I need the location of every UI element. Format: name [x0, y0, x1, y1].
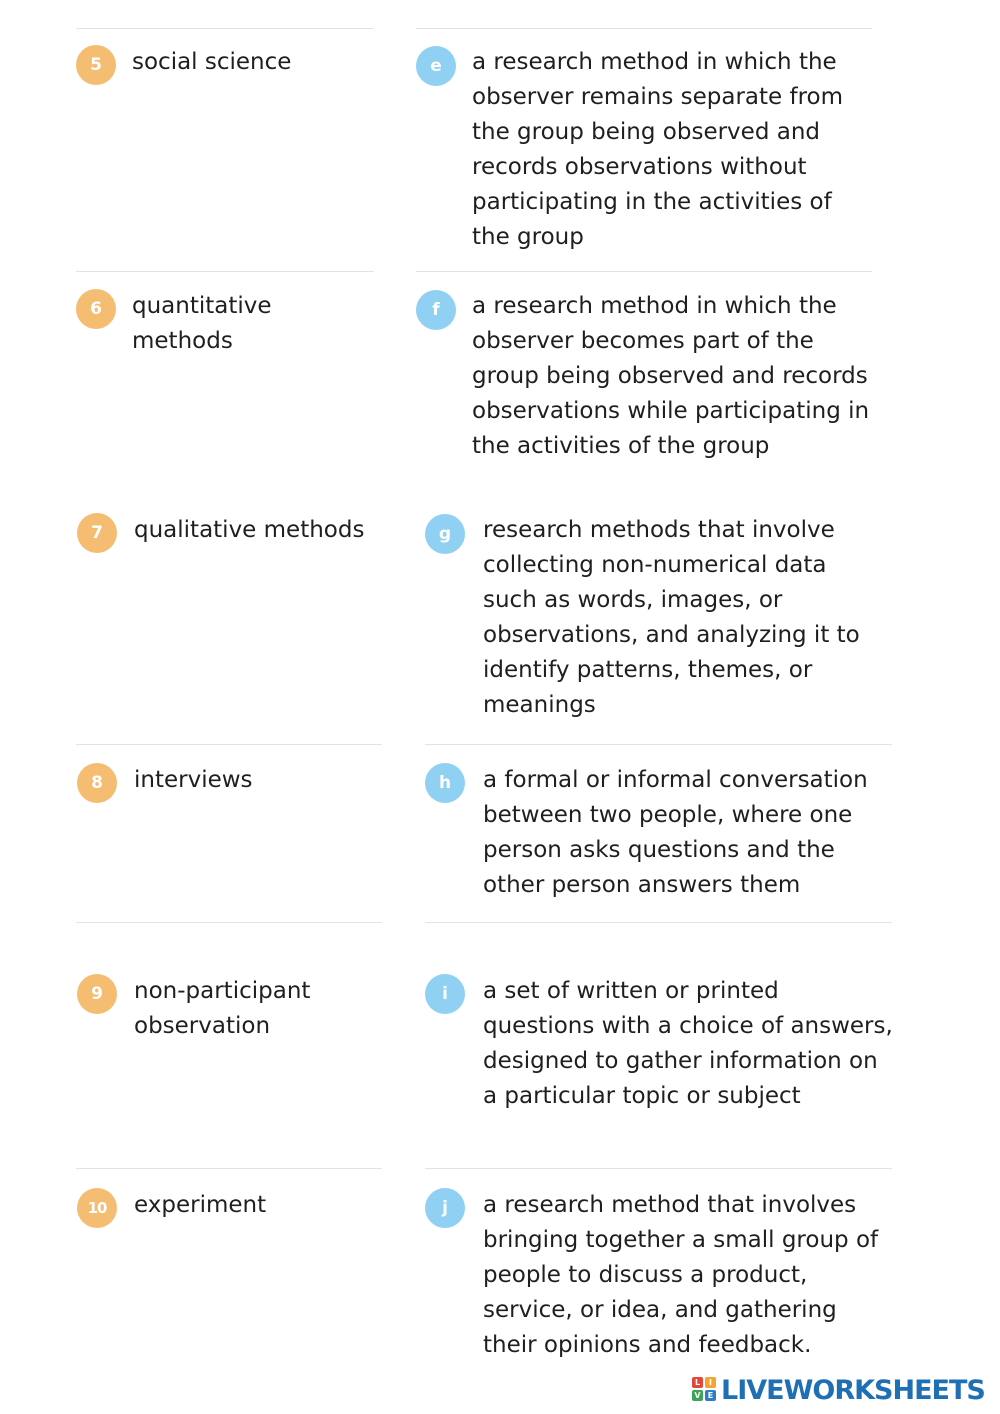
- definition-text: research methods that involve collecting non-numerical data such as words, images, or observations, and analyzing it to identify patterns, themes, or meanings: [483, 517, 860, 718]
- term-text: quantitative methods: [132, 293, 272, 354]
- answer-letter-badge: j: [425, 1188, 465, 1228]
- divider: [416, 271, 872, 272]
- divider: [76, 271, 374, 272]
- divider: [76, 1168, 382, 1169]
- logo-letter: I: [705, 1377, 716, 1388]
- divider: [425, 744, 892, 745]
- definition-text: a set of written or printed questions with a choice of answers, designed to gather information on a particular topic or subject: [483, 978, 893, 1109]
- divider: [76, 922, 382, 923]
- definition-text: a research method that involves bringing together a small group of people to discuss a product, service, or idea, and gathering their opinions and feedback.: [483, 1192, 879, 1358]
- divider: [425, 1168, 892, 1169]
- definition-text: a formal or informal conversation between two people, where one person asks questions and the other person answers them: [483, 767, 868, 898]
- term-text: social science: [132, 49, 292, 75]
- item-number-badge: 5: [76, 45, 116, 85]
- item-number-badge: 9: [77, 974, 117, 1014]
- answer-letter-badge: h: [425, 763, 465, 803]
- definition-text: a research method in which the observer remains separate from the group being observed and records observations without participating in the activities of the group: [472, 49, 844, 250]
- item-number-badge: 8: [77, 763, 117, 803]
- logo-letter: V: [692, 1390, 703, 1401]
- term-text: interviews: [134, 767, 253, 793]
- answer-letter-badge: i: [425, 974, 465, 1014]
- liveworksheets-logo: [692, 1374, 985, 1406]
- liveworksheets-logo-icon: [692, 1377, 718, 1403]
- logo-letter: E: [705, 1390, 716, 1401]
- answer-letter-badge: f: [416, 290, 456, 330]
- watermark-text: LIVEWORKSHEETS: [721, 1374, 985, 1406]
- answer-letter-badge: e: [416, 46, 456, 86]
- term-text: non-participant observation: [134, 978, 311, 1039]
- logo-letter: L: [692, 1377, 703, 1388]
- divider: [425, 922, 892, 923]
- divider: [416, 28, 872, 29]
- item-number-badge: 6: [76, 289, 116, 329]
- definition-text: a research method in which the observer becomes part of the group being observed and records observations while participating in the activities of the group: [472, 293, 870, 459]
- term-text: qualitative methods: [134, 517, 365, 543]
- term-text: experiment: [134, 1192, 267, 1218]
- item-number-badge: 10: [77, 1188, 117, 1228]
- divider: [76, 28, 374, 29]
- answer-letter-badge: g: [425, 514, 465, 554]
- item-number-badge: 7: [77, 513, 117, 553]
- divider: [76, 744, 382, 745]
